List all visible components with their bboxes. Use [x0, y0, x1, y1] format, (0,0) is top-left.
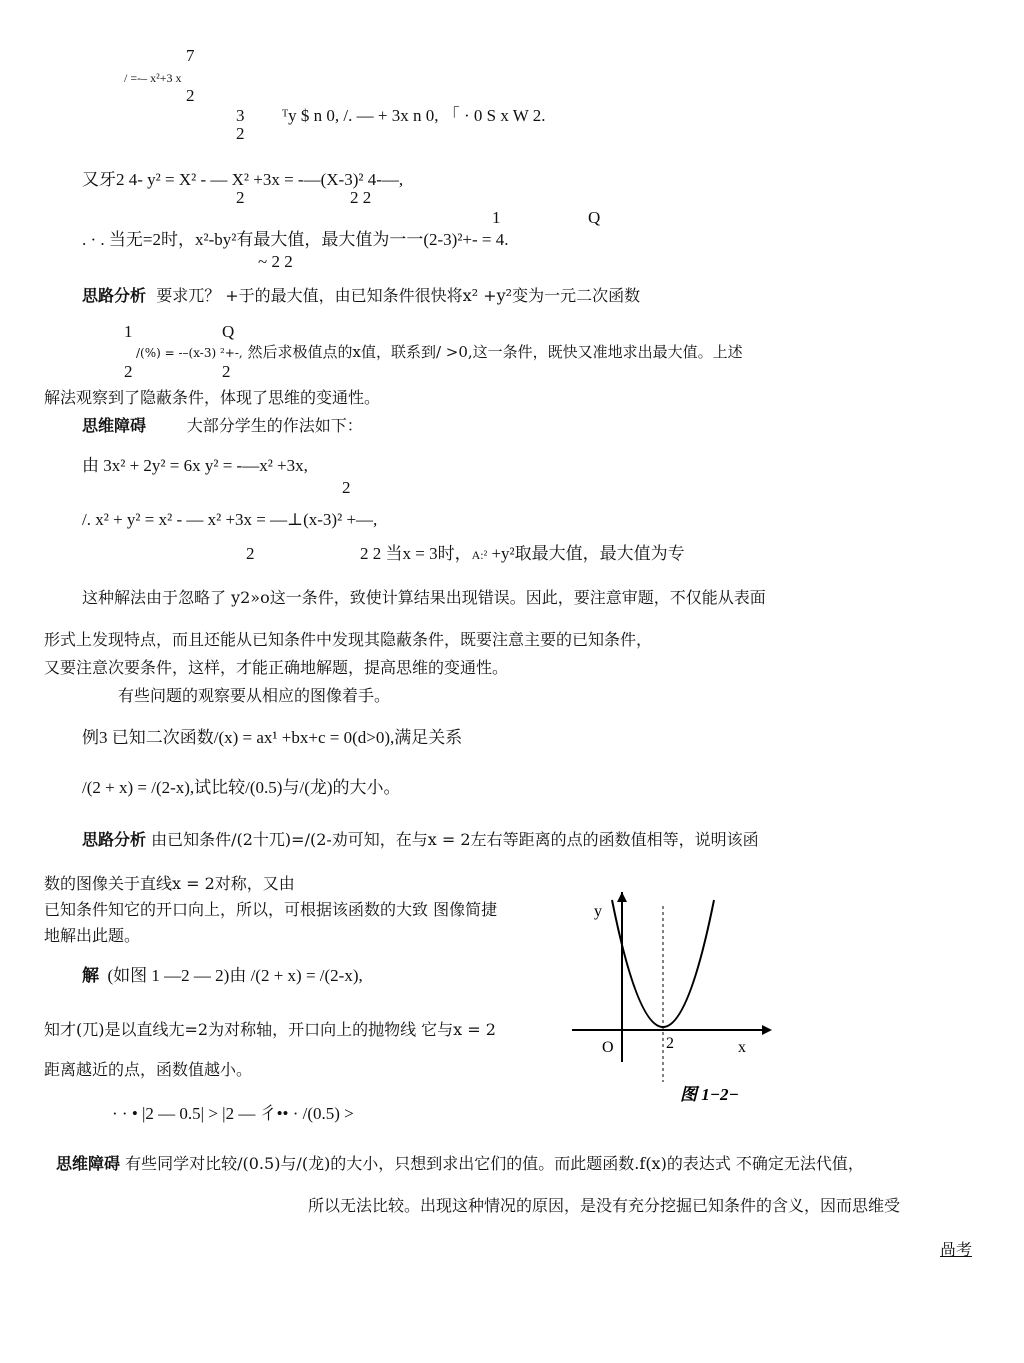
section-label: 思路分析 — [82, 830, 147, 849]
conclusion-text: +y²取最大值，最大值为专 — [487, 544, 685, 563]
paragraph-line: 距离越近的点，函数值越小。 — [44, 1060, 253, 1079]
equation-conclusion — [360, 544, 685, 565]
solution-text: (如图 1 —2 — 2)由 /(2 + x) = /(2-x), — [107, 966, 363, 985]
section-label: 解 — [82, 966, 99, 985]
formula-fraction-top: 3 — [236, 106, 245, 125]
equation-denominator: 2 — [342, 478, 351, 497]
paragraph-line: 形式上发现特点，而且还能从已知条件中发现其隐蔽条件，既要注意主要的已知条件， — [44, 630, 653, 649]
paragraph-text: 然后求极值点的x值，联系到/ >0,这一条件，既快又准地求出最大值。上述 — [247, 343, 743, 361]
paragraph-line: 解法观察到了隐蔽条件，体现了思维的变通性。 — [44, 388, 381, 407]
paragraph-line — [136, 342, 743, 363]
footer-link[interactable]: 咼考 — [940, 1240, 973, 1259]
paragraph-line: 又要注意次要条件，这样，才能正确地解题，提高思维的变通性。 — [44, 658, 509, 677]
formula-fraction-bottom: 2 — [236, 124, 245, 143]
solution-line — [82, 966, 363, 986]
origin-label: O — [602, 1039, 614, 1056]
paragraph-line: 数的图像关于直线x = 2对称，又由 — [44, 874, 295, 893]
paragraph-line: 知才(兀)是以直线尢=2为对称轴，开口向上的抛物线 它与x = 2 — [44, 1020, 496, 1039]
equation-denominator: 2 — [236, 188, 245, 207]
conclusion-text: 2 2 当x = 3时， — [360, 544, 472, 563]
fraction-bottom: 2 — [222, 362, 231, 381]
fraction-top: 1 — [124, 322, 133, 341]
section-label: 思维障碍 — [56, 1154, 121, 1173]
example-title: 例3 已知二次函数/(x) = ax¹ +bx+c = 0(d>0),满足关系 — [82, 728, 463, 747]
equation-denominator: 2 — [246, 544, 255, 563]
equation-numerator: 1 — [492, 208, 501, 227]
y-axis-label: y — [594, 903, 602, 920]
paragraph-text: 大部分学生的作法如下： — [186, 416, 363, 435]
equation-line: 由 3x² + 2y² = 6x y² = -—x² +3x, — [82, 456, 308, 475]
inline-formula: A:² — [471, 548, 488, 562]
paragraph-text: 有些同学对比较/(0.5)与/(龙)的大小，只想到求出它们的值。而此题函数.f(x)的表达式 不确定无法代值， — [125, 1154, 864, 1173]
analysis-paragraph — [82, 286, 640, 306]
x-axis-arrow-icon — [762, 1025, 772, 1035]
analysis-paragraph — [82, 830, 759, 850]
equation-numerator: Q — [588, 208, 601, 227]
paragraph-text: 要求兀？ +于的最大值，由已知条件很快将x² +y²变为一元二次函数 — [156, 286, 641, 305]
example-condition: /(2 + x) = /(2-x),试比较/(0.5)与/(龙)的大小。 — [82, 778, 401, 797]
fraction-top: Q — [222, 322, 235, 341]
paragraph-line: 这种解法由于忽略了 y2»o这一条件，致使计算结果出现错误。因此，要注意审题，不仅能从表面 — [82, 588, 766, 607]
obstacle-paragraph — [56, 1154, 864, 1174]
paragraph-line: 有些问题的观察要从相应的图像着手。 — [118, 686, 391, 705]
paragraph-line: 所以无法比较。出现这种情况的原因，是没有充分挖掘已知条件的含义，因而思维受 — [308, 1196, 901, 1215]
tick-label: 2 — [666, 1035, 674, 1052]
x-axis-label: x — [738, 1039, 746, 1056]
equation-denominator: 2 2 — [350, 188, 372, 207]
fraction-bottom: 2 — [124, 362, 133, 381]
formula-line: / =-– x²+3 x — [124, 71, 182, 85]
section-label: 思路分析 — [82, 286, 147, 305]
y-axis-arrow-icon — [617, 892, 627, 902]
formula-denominator: 2 — [186, 86, 195, 105]
parabola-figure — [572, 882, 772, 1107]
formula-numerator: 7 — [186, 46, 195, 65]
equation-line: /. x² + y² = x² - — x² +3x = —⊥(x-3)² +—, — [82, 510, 378, 529]
formula-condition: ᵀy $ n 0, /. — + 3x n 0, 「 · 0 S x W 2. — [282, 106, 546, 125]
inequality-line: · · • |2 — 0.5| > |2 — 彳•• · /(0.5) > — [112, 1104, 354, 1123]
figure-caption: 图 1−2− — [680, 1085, 739, 1104]
paragraph-text: 由已知条件/(2十兀)=/(2-劝可知，在与x = 2左右等距离的点的函数值相等，说明该函 — [151, 830, 759, 849]
paragraph-line: 已知条件知它的开口向上，所以，可根据该函数的大致 图像简捷 — [44, 900, 498, 919]
inline-formula: /(%) = -–(x-3) ²+-, — [136, 346, 243, 360]
section-label: 思维障碍 — [82, 416, 147, 435]
max-value-denominator: ~ 2 2 — [258, 252, 293, 271]
paragraph-line: 地解出此题。 — [44, 926, 141, 945]
equation-line: 又牙2 4- y² = X² - — X² +3x = -—(X-3)² 4-—, — [82, 170, 404, 189]
max-value-line: . · . 当无=2时，x²-by²有最大值，最大值为一一(2-3)²+- = 4. — [82, 230, 509, 249]
obstacle-heading — [82, 416, 363, 436]
